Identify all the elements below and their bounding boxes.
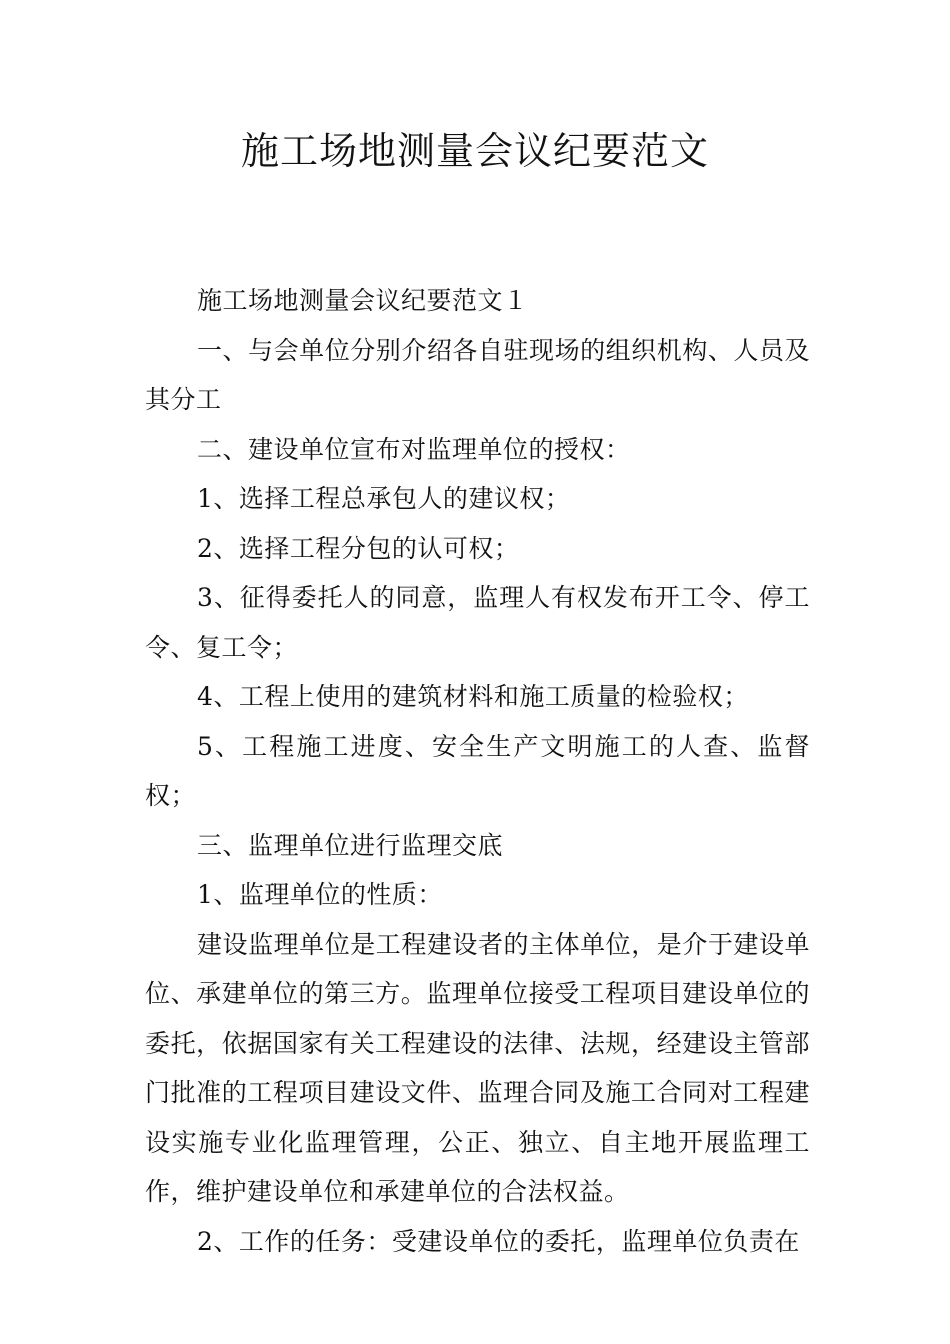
paragraph: 5、工程施工进度、安全生产文明施工的人查、监督权； xyxy=(145,731,810,810)
paragraph: 施工场地测量会议纪要范文１ xyxy=(197,286,529,315)
paragraph: 4、工程上使用的建筑材料和施工质量的检验权； xyxy=(197,682,749,711)
document-title: 施工场地测量会议纪要范文 xyxy=(240,129,709,173)
paragraph: 1、选择工程总承包人的建议权； xyxy=(197,484,571,513)
paragraph: 1、监理单位的性质： xyxy=(197,880,443,909)
paragraph: 建设监理单位是工程建设者的主体单位，是介于建设单位、承建单位的第三方。监理单位接受工程项目建设单位的委托，依据国家有关工程建设的法律、法规，经建设主管部门批准的工程项目建设文件、监理合同及施工合同对工程建设实施专业化监理管理，公正、独立、自主地开展监理工作，维护建设单位和承建单位的合法权益。 xyxy=(145,929,810,1206)
paragraph: 2、工作的任务：受建设单位的委托，监理单位负责在 xyxy=(197,1226,800,1256)
paragraph: 2、选择工程分包的认可权； xyxy=(197,533,520,563)
paragraph: 3、征得委托人的同意，监理人有权发布开工令、停工令、复工令； xyxy=(145,583,810,662)
paragraph: 一、与会单位分别介绍各自驻现场的组织机构、人员及其分工 xyxy=(145,335,810,414)
paragraph: 二、建设单位宣布对监理单位的授权： xyxy=(197,434,631,464)
document-body xyxy=(145,276,810,1266)
paragraph: 三、监理单位进行监理交底 xyxy=(197,830,504,860)
